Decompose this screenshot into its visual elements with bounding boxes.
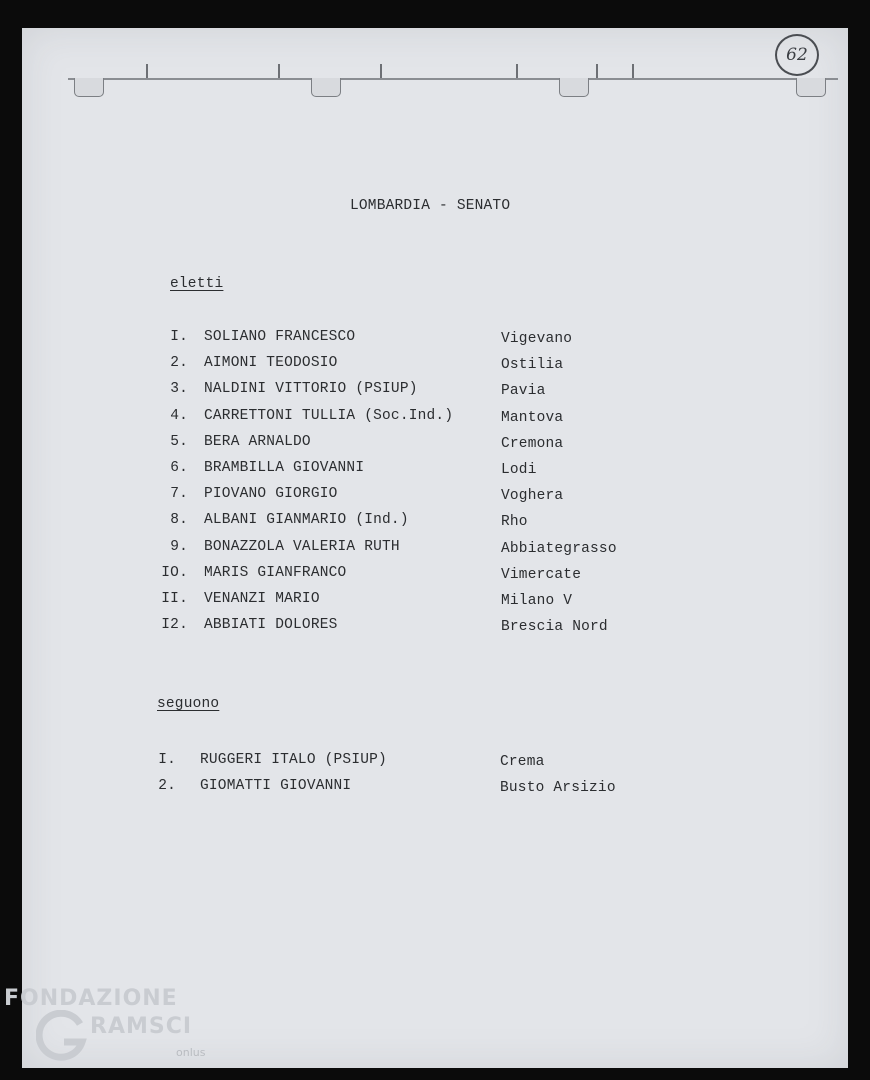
entry-name: RUGGERI ITALO (PSIUP) — [200, 752, 387, 768]
entry-name: AIMONI TEODOSIO — [204, 355, 338, 372]
entry-number: 2. — [158, 778, 176, 794]
binder-tab — [311, 78, 341, 97]
binder-tick — [146, 64, 148, 78]
entry-place: Brescia Nord — [501, 619, 608, 636]
entry-name: NALDINI VITTORIO (PSIUP) — [204, 381, 418, 398]
binder-tab — [74, 78, 104, 97]
entry-number: 2. — [170, 355, 188, 372]
entry-name: BRAMBILLA GIOVANNI — [204, 460, 365, 476]
entry-place: Crema — [500, 754, 545, 770]
binder-tab — [796, 78, 826, 97]
binder-edge — [68, 78, 838, 80]
entry-name: SOLIANO FRANCESCO — [204, 329, 356, 345]
entry-place: Abbiategrasso — [501, 540, 617, 557]
watermark-suffix: onlus — [176, 1046, 206, 1059]
entry-name: CARRETTONI TULLIA (Soc.Ind.) — [204, 407, 454, 424]
entry-number: 8. — [170, 512, 188, 529]
entry-number: 4. — [170, 407, 188, 424]
watermark-line2: RAMSCI — [90, 1014, 193, 1039]
entry-number: I2. — [161, 617, 188, 634]
entry-name: ALBANI GIANMARIO (Ind.) — [204, 512, 409, 529]
entry-number: 3. — [170, 381, 188, 398]
elected-heading: eletti — [170, 276, 224, 292]
following-heading: seguono — [157, 696, 220, 712]
entry-number: II. — [161, 591, 188, 607]
entry-name: GIOMATTI GIOVANNI — [200, 778, 352, 794]
entry-name: VENANZI MARIO — [204, 591, 320, 607]
binder-tick — [596, 64, 598, 78]
gramsci-g-logo-icon — [36, 1010, 88, 1062]
binder-tick — [516, 64, 518, 78]
entry-number: IO. — [161, 564, 188, 581]
entry-place: Rho — [501, 514, 528, 531]
entry-place: Ostilia — [501, 357, 564, 374]
entry-place: Vimercate — [501, 566, 582, 583]
entry-name: ABBIATI DOLORES — [204, 617, 338, 634]
entry-place: Pavia — [501, 383, 546, 400]
entry-place: Milano V — [501, 593, 573, 609]
binder-tab — [559, 78, 589, 97]
entry-place: Vigevano — [501, 331, 573, 347]
entry-number: 9. — [170, 538, 188, 555]
binder-tick — [278, 64, 280, 78]
entry-name: MARIS GIANFRANCO — [204, 564, 347, 581]
watermark-line1: FONDAZIONE — [4, 986, 178, 1011]
entry-place: Busto Arsizio — [500, 780, 616, 796]
page-number: 62 — [775, 34, 819, 76]
entry-place: Lodi — [501, 462, 537, 478]
entry-name: BONAZZOLA VALERIA RUTH — [204, 538, 400, 555]
entry-place: Mantova — [501, 409, 564, 426]
entry-name: PIOVANO GIORGIO — [204, 486, 338, 503]
entry-number: I. — [170, 329, 188, 345]
document-title: LOMBARDIA - SENATO — [350, 198, 511, 214]
entry-name: BERA ARNALDO — [204, 433, 311, 450]
entry-number: 6. — [170, 460, 188, 476]
entry-number: I. — [158, 752, 176, 768]
entry-number: 5. — [170, 433, 188, 450]
binder-tick — [632, 64, 634, 78]
entry-place: Voghera — [501, 488, 564, 505]
entry-place: Cremona — [501, 435, 564, 452]
document-sheet — [22, 28, 848, 1068]
binder-tick — [380, 64, 382, 78]
entry-number: 7. — [170, 486, 188, 503]
